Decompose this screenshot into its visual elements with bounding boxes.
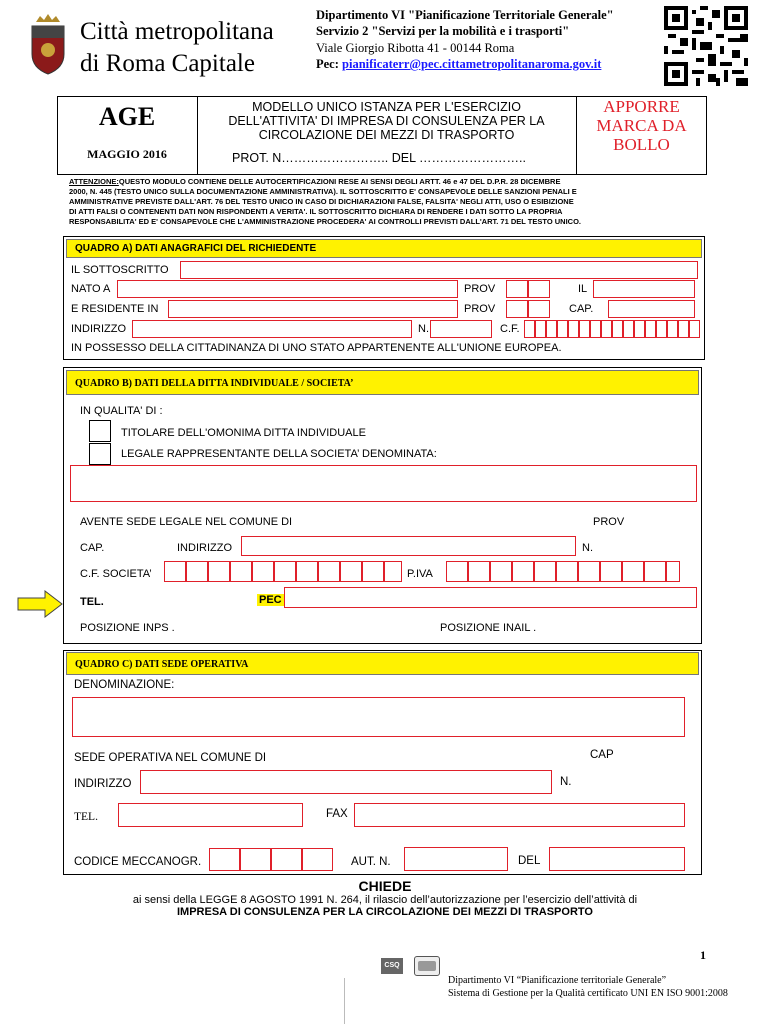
cf-cell[interactable]	[568, 320, 579, 338]
piva-cell[interactable]	[578, 561, 600, 582]
stamp-note-2: MARCA DA	[596, 116, 687, 135]
cf-societa-cell[interactable]	[384, 561, 402, 582]
cf-societa-cell[interactable]	[186, 561, 208, 582]
label-indirizzo-sede: INDIRIZZO	[177, 542, 232, 554]
form-title-2: DELL'ATTIVITA' DI IMPRESA DI CONSULENZA PER LA	[228, 114, 545, 128]
piva-cell[interactable]	[468, 561, 490, 582]
label-del: DEL	[518, 855, 541, 867]
cf-cell[interactable]	[590, 320, 601, 338]
footer-divider	[344, 978, 345, 1024]
label-legale-rappresentante: LEGALE RAPPRESENTANTE DELLA SOCIETA’ DENOMINATA:	[121, 448, 437, 460]
label-cap-operativa: CAP	[590, 749, 614, 761]
stamp-note-1: APPORRE	[603, 97, 680, 116]
pec-line	[316, 57, 601, 72]
protocol-line: PROT. N…………………….. DEL ……………………..	[232, 151, 527, 165]
nato-a-input[interactable]	[117, 280, 458, 298]
piva-cell[interactable]	[534, 561, 556, 582]
codice-cell[interactable]	[302, 848, 333, 871]
cf-societa-cell[interactable]	[274, 561, 296, 582]
label-n: N.	[418, 323, 429, 335]
qr-code-icon	[664, 6, 748, 86]
piva-cell[interactable]	[490, 561, 512, 582]
label-tel-operativa: TEL.	[74, 811, 98, 823]
prov-res-cell[interactable]	[506, 300, 528, 318]
cf-cell[interactable]	[645, 320, 656, 338]
cf-societa-cell[interactable]	[208, 561, 230, 582]
fax-input[interactable]	[354, 803, 685, 827]
cf-societa-cell[interactable]	[318, 561, 340, 582]
indirizzo-operativa-input[interactable]	[140, 770, 552, 794]
indirizzo-sede-input[interactable]	[241, 536, 576, 556]
cf-cell[interactable]	[678, 320, 689, 338]
form-title-1: MODELLO UNICO ISTANZA PER L'ESERCIZIO	[252, 100, 521, 114]
city-crest-icon	[28, 14, 68, 76]
piva-cell[interactable]	[622, 561, 644, 582]
civico-input[interactable]	[430, 320, 492, 338]
label-sede-operativa: SEDE OPERATIVA NEL COMUNE DI	[74, 752, 267, 764]
label-cf: C.F.	[500, 323, 520, 335]
piva-cell[interactable]	[446, 561, 468, 582]
label-prov-sede: PROV	[593, 516, 625, 528]
label-il: IL	[578, 283, 588, 295]
label-denominazione: DENOMINAZIONE:	[74, 679, 175, 691]
piva-cell[interactable]	[600, 561, 622, 582]
stamp-note-3: BOLLO	[613, 135, 670, 154]
label-n-operativa: N.	[560, 776, 572, 788]
cf-cell[interactable]	[634, 320, 645, 338]
label-sede-legale: AVENTE SEDE LEGALE NEL COMUNE DI	[80, 516, 293, 528]
chiede-line-1: ai sensi della LEGGE 8 AGOSTO 1991 N. 264, il rilascio dell’autorizzazione per l’esercizio dell’attività di	[132, 894, 638, 906]
quadro-c-title: QUADRO C) DATI SEDE OPERATIVA	[66, 652, 699, 675]
cf-societa-cell[interactable]	[252, 561, 274, 582]
cf-cell[interactable]	[557, 320, 568, 338]
page-number: 1	[700, 948, 706, 962]
label-indirizzo-operativa: INDIRIZZO	[74, 778, 132, 790]
label-prov-res: PROV	[464, 303, 496, 315]
cittadinanza-statement: IN POSSESSO DELLA CITTADINANZA DI UNO STATO APPARTENENTE ALL'UNIONE EUROPEA.	[71, 342, 562, 354]
denominazione-sede-input[interactable]	[72, 697, 685, 737]
pec-label: Pec:	[316, 57, 339, 71]
cf-societa-cell[interactable]	[164, 561, 186, 582]
label-fax: FAX	[326, 808, 348, 820]
cf-cell[interactable]	[546, 320, 557, 338]
label-pec: PEC	[259, 594, 282, 606]
footer-line-2: Sistema di Gestione per la Qualità certificato UNI EN ISO 9001:2008	[448, 988, 728, 999]
label-piva: P.IVA	[407, 568, 433, 580]
label-titolare: TITOLARE DELL'OMONIMA DITTA INDIVIDUALE	[121, 427, 366, 439]
prov-cell[interactable]	[506, 280, 528, 298]
cf-societa-cell[interactable]	[296, 561, 318, 582]
cf-cell[interactable]	[656, 320, 667, 338]
arrow-pointer-icon	[17, 590, 63, 618]
cf-cell[interactable]	[689, 320, 700, 338]
label-cap: CAP.	[569, 303, 594, 315]
logo-line-2: di Roma Capitale	[80, 50, 255, 77]
cf-cell[interactable]	[612, 320, 623, 338]
prov-cell[interactable]	[528, 280, 550, 298]
prov-res-cell[interactable]	[528, 300, 550, 318]
logo-line-1: Città metropolitana	[80, 18, 274, 45]
denominazione-societa-input[interactable]	[70, 465, 697, 502]
attention-text: ATTENZIONE:QUESTO MODULO CONTIENE DELLE AUTOCERTIFICAZIONI RESE AI SENSI DEGLI ARTT. 46 e 47 DEL D.P.R. 28 DICEMBRE 2000, N. 445 (TESTO UNICO SULLA DOCUMENTAZIONE AMMINISTRATIVA). IL SOTTOSCRITTO E' CONSAPEVOLE DELLE SANZIONI PENALI E AMMINISTRATIVE PREVISTE DALL'ART. 76 DEL TESTO UNICO IN CASO DI DICHIARAZIONI FALSE, FALSITA' NEGLI ATTI, USO O ESIBIZIONE DI ATTI FALSI O CONTENENTI DATI NON RISPONDENTI A VERITA'. IL SOTTOSCRITTO DICHIARA DI RENDERE I DATI SOTTO LA PROPRIA RESPONSABILITA' ED E' CONSAPEVOLE CHE L'AMMINISTRAZIONE PROCEDERA' AI CONTROLLI PREVISTI DALL'ART. 71 DEL TESTO UNICO.	[69, 177, 582, 226]
cf-cell[interactable]	[601, 320, 612, 338]
footer-line-1: Dipartimento VI “Pianificazione territoriale Generale”	[448, 975, 667, 986]
label-qualita: IN QUALITA' DI :	[80, 405, 163, 417]
form-date: MAGGIO 2016	[87, 147, 167, 161]
label-indirizzo: INDIRIZZO	[71, 323, 126, 335]
indirizzo-input[interactable]	[132, 320, 412, 338]
csq-logo-icon: CSQ	[381, 958, 403, 974]
label-sottoscritto: IL SOTTOSCRITTO	[71, 264, 169, 276]
tel-operativa-input[interactable]	[118, 803, 303, 827]
label-nato-a: NATO A	[71, 283, 111, 295]
codice-cell[interactable]	[271, 848, 302, 871]
cf-cell[interactable]	[535, 320, 546, 338]
residente-input[interactable]	[168, 300, 458, 318]
cf-cell[interactable]	[623, 320, 634, 338]
sottoscritto-input[interactable]	[180, 261, 698, 279]
label-inail: POSIZIONE INAIL .	[440, 622, 537, 634]
cf-cell[interactable]	[524, 320, 535, 338]
address-line: Viale Giorgio Ribotta 41 - 00144 Roma	[316, 41, 515, 55]
label-n-sede: N.	[582, 542, 593, 554]
del-input[interactable]	[549, 847, 685, 871]
iqnet-logo-icon	[414, 956, 440, 976]
piva-cell[interactable]	[644, 561, 666, 582]
label-cap-sede: CAP.	[80, 542, 105, 554]
cf-societa-cell[interactable]	[230, 561, 252, 582]
cf-cell[interactable]	[667, 320, 678, 338]
quadro-a-title: QUADRO A) DATI ANAGRAFICI DEL RICHIEDENTE	[66, 239, 702, 258]
piva-cell[interactable]	[666, 561, 680, 582]
label-tel: TEL.	[80, 596, 104, 608]
legale-rappresentante-checkbox[interactable]	[89, 443, 111, 465]
codice-cell[interactable]	[209, 848, 240, 871]
cap-input[interactable]	[608, 300, 695, 318]
label-aut: AUT. N.	[351, 856, 391, 868]
service-line: Servizio 2 "Servizi per la mobilità e i trasporti"	[316, 24, 570, 38]
chiede-line-2: IMPRESA DI CONSULENZA PER LA CIRCOLAZIONE DEI MEZZI DI TRASPORTO	[177, 906, 593, 918]
pec-link[interactable]: pianificaterr@pec.cittametropolitanaroma.gov.it	[342, 57, 602, 71]
piva-cell[interactable]	[512, 561, 534, 582]
cf-cell[interactable]	[579, 320, 590, 338]
aut-input[interactable]	[404, 847, 508, 871]
label-prov: PROV	[464, 283, 496, 295]
quadro-b-title: QUADRO B) DATI DELLA DITTA INDIVIDUALE / SOCIETA’	[66, 370, 699, 395]
data-nascita-input[interactable]	[593, 280, 695, 298]
form-code: AGE	[98, 102, 156, 131]
form-title-3: CIRCOLAZIONE DEI MEZZI DI TRASPORTO	[258, 128, 515, 142]
pec-input[interactable]	[284, 587, 697, 608]
label-cf-societa: C.F. SOCIETA’	[80, 568, 152, 580]
label-inps: POSIZIONE INPS .	[80, 622, 175, 634]
piva-cell[interactable]	[556, 561, 578, 582]
cf-societa-cell[interactable]	[340, 561, 362, 582]
attention-label: ATTENZIONE:	[69, 177, 119, 186]
codice-cell[interactable]	[240, 848, 271, 871]
dept-line: Dipartimento VI "Pianificazione Territoriale Generale"	[316, 8, 614, 22]
chiede-title: CHIEDE	[358, 878, 412, 894]
label-residente: E RESIDENTE IN	[71, 303, 159, 315]
titolare-checkbox[interactable]	[89, 420, 111, 442]
cf-societa-cell[interactable]	[362, 561, 384, 582]
label-codice-meccanografico: CODICE MECCANOGR.	[74, 856, 202, 868]
